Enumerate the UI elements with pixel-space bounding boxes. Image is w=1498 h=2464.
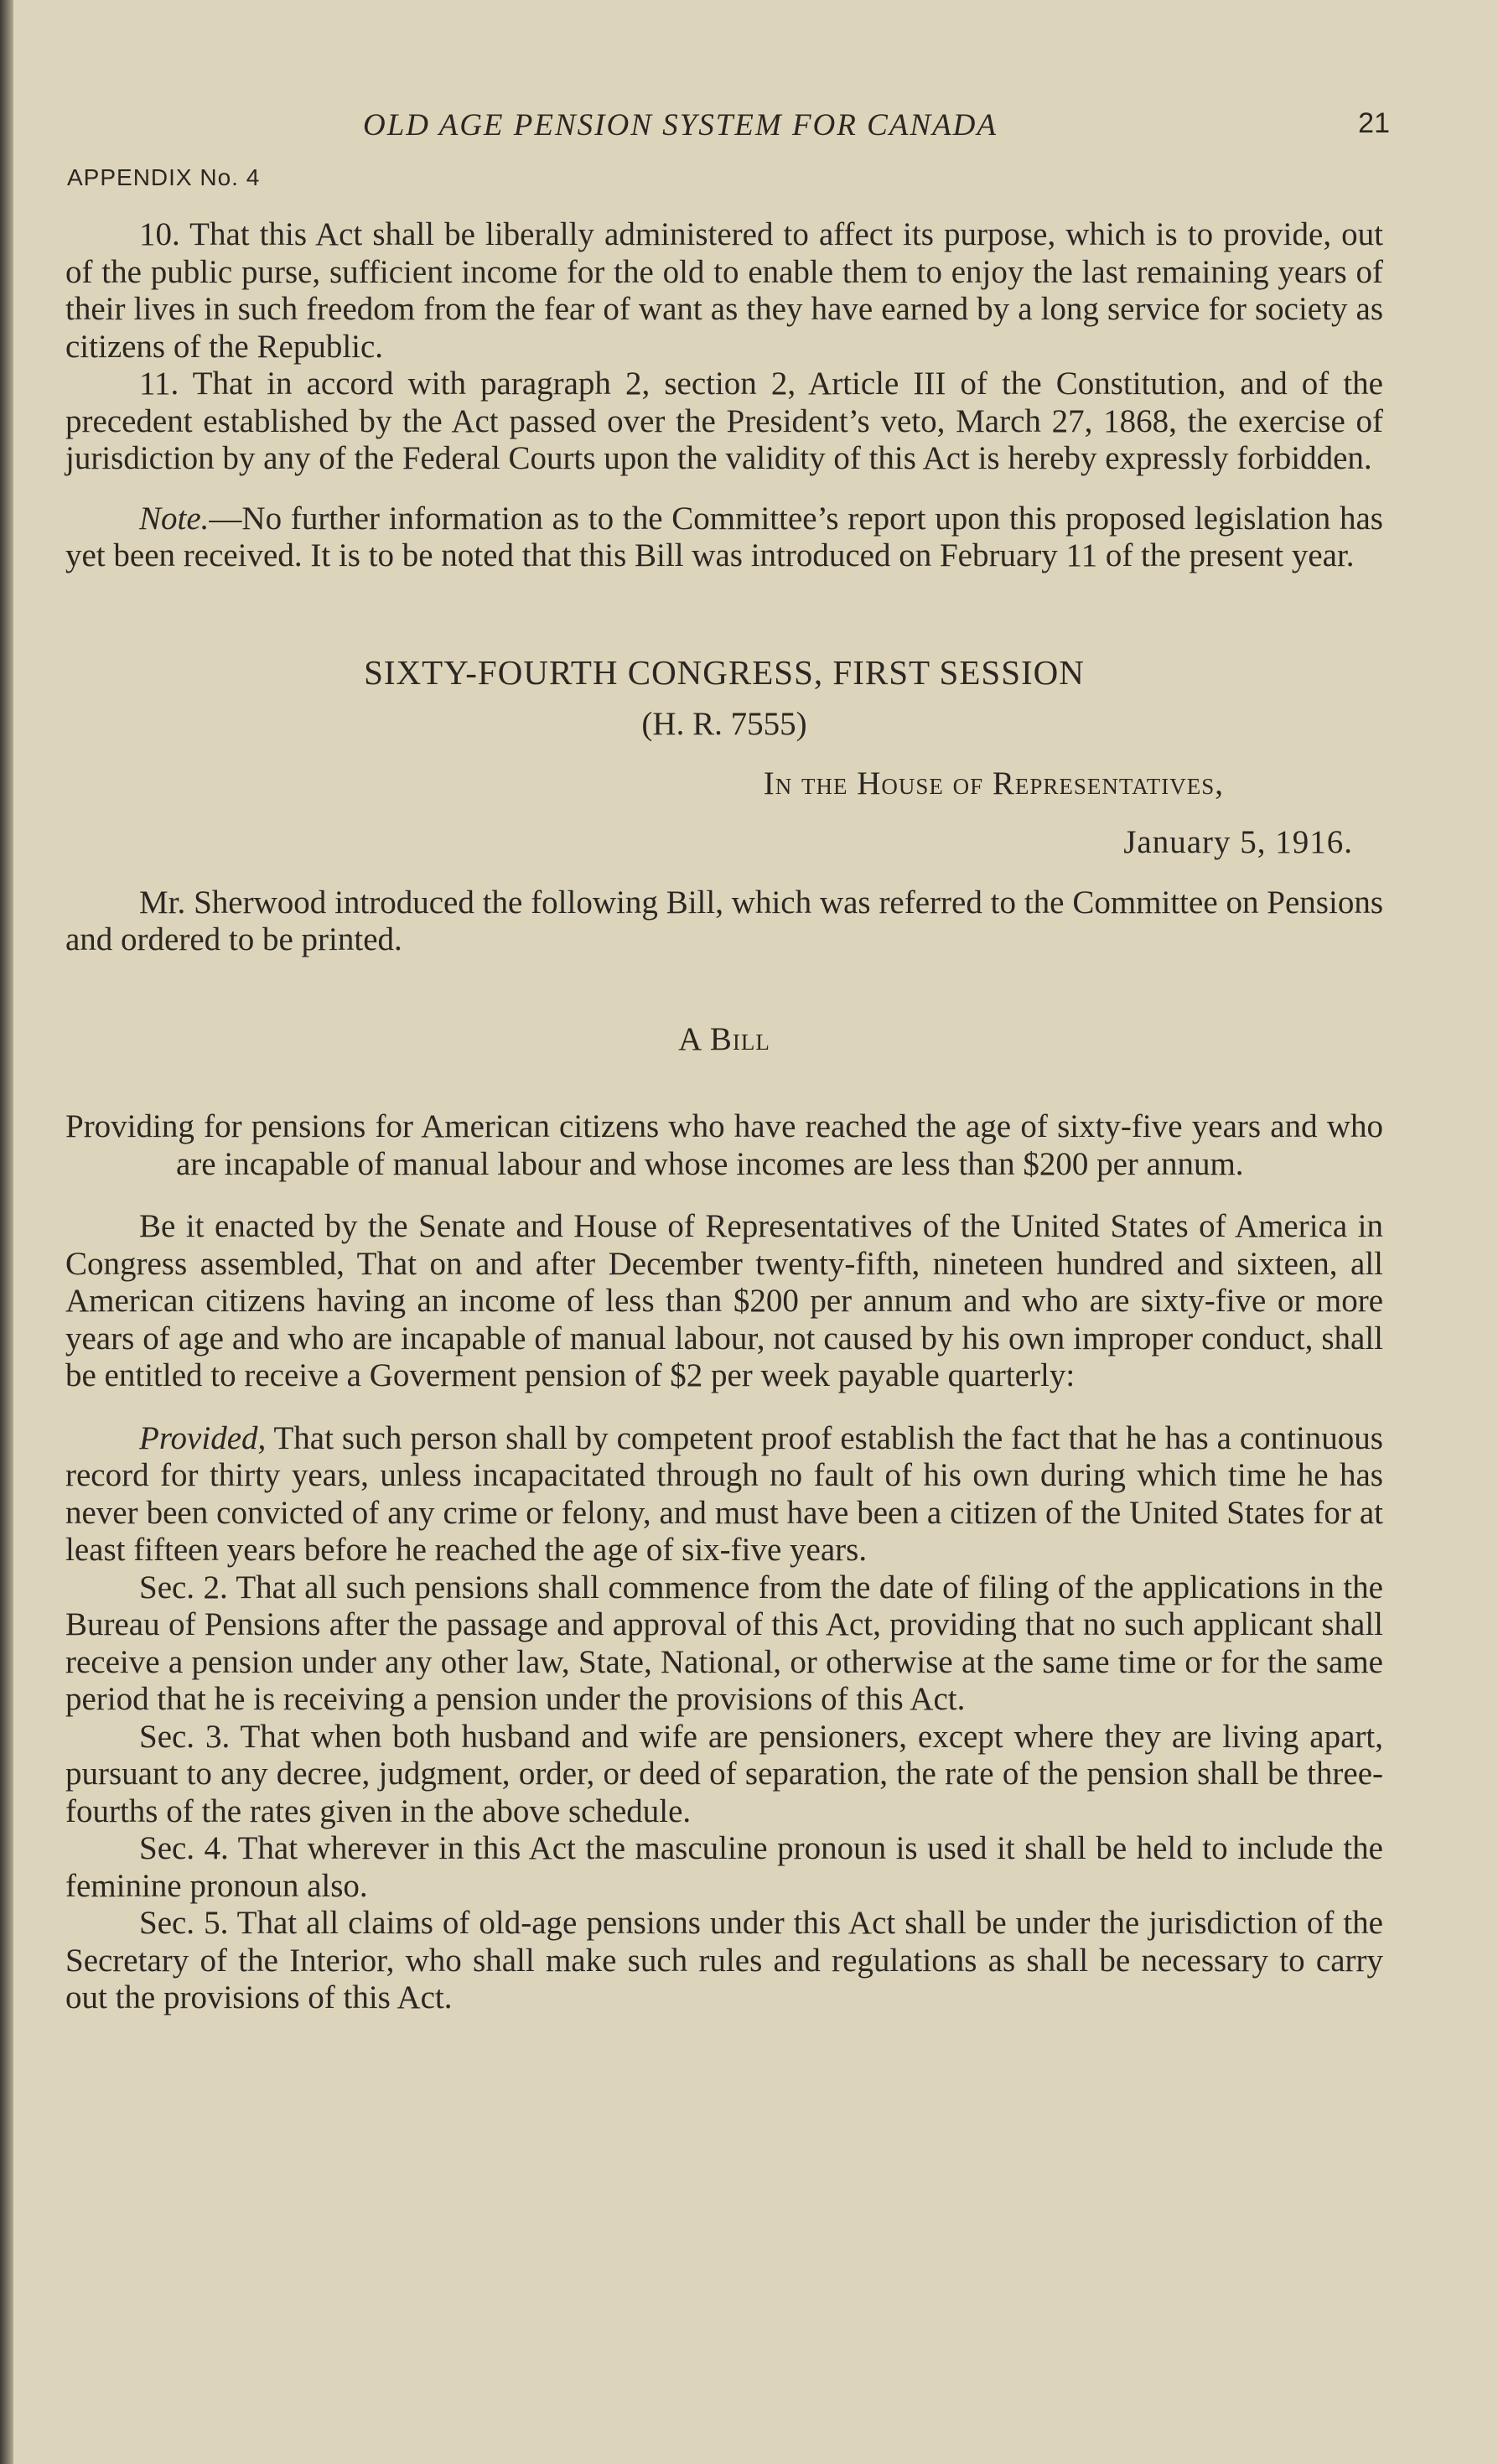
- proviso-paragraph: [65, 1420, 1383, 1569]
- enacting-clause: Be it enacted by the Senate and House of Representatives of the United States of America in Congress assembled, That on and after December twenty-fifth, nineteen hundred and sixteen, all American citizens having an income of less than $200 per annum and who are sixty-five or more years of age and who are incapable of manual labour, not caused by his own improper conduct, shall be entitled to receive a Goverment pension of $2 per week payable quarterly:: [65, 1208, 1383, 1393]
- appendix-label: APPENDIX No. 4: [67, 164, 261, 190]
- introduction-paragraph: Mr. Sherwood introduced the following Bill, which was referred to the Committee on Pensions and ordered to be printed.: [65, 884, 1383, 957]
- session-heading: SIXTY-FOURTH CONGRESS, FIRST SESSION: [364, 652, 1085, 692]
- note-label: Note.: [139, 500, 210, 537]
- bill-number: (H. R. 7555): [641, 706, 807, 742]
- running-head-title: OLD AGE PENSION SYSTEM FOR CANADA: [363, 108, 998, 143]
- bill-heading: A Bill: [678, 1020, 770, 1057]
- proviso-text: That such person shall by competent proof establish the fact that he has a continuous record for thirty years, unless incapacitated through no fault of his own during which time he has never been convicted of any crime or felony, and must have been a citizen of the United States for at least fifteen years before he reached the age of six-five years.: [65, 1419, 1383, 1568]
- paragraph-10: 10. That this Act shall be liberally administered to affect its purpose, which is to provide, out of the public purse, sufficient income for the old to enable them to enjoy the last remaining years of their lives in such freedom from the fear of want as they have earned by a long service for society as citizens of the Republic.: [65, 216, 1383, 365]
- document-page: [65, 0, 1390, 2464]
- section-4: Sec. 4. That wherever in this Act the masculine pronoun is used it shall be held to include the feminine pronoun also.: [65, 1830, 1383, 1904]
- section-5: Sec. 5. That all claims of old-age pensions under this Act shall be under the jurisdiction of the Secretary of the Interior, who shall make such rules and regulations as shall be necessary to carry out the provisions of this Act.: [65, 1905, 1383, 2015]
- running-head: [65, 107, 1390, 149]
- paragraph-11: 11. That in accord with paragraph 2, section 2, Article III of the Constitution, and of the precedent established by the Act passed over the President’s veto, March 27, 1868, the exercise of jurisdiction by any of the Federal Courts upon the validity of this Act is hereby expressly forbidden.: [65, 366, 1383, 476]
- section-2: Sec. 2. That all such pensions shall commence from the date of filing of the applications in the Bureau of Pensions after the passage and approval of this Act, providing that no such applicant shall receive a pension under any other law, State, National, or otherwise at the same time or for the same period that he is receiving a pension under the provisions of this Act.: [65, 1569, 1383, 1717]
- page-number: 21: [1358, 107, 1390, 139]
- note-text: —No further information as to the Committee’s report upon this proposed legislation has yet been received. It is to be noted that this Bill was introduced on February 11 of the present year.: [65, 500, 1383, 573]
- editor-note: [65, 501, 1383, 575]
- proviso-label: Provided,: [139, 1419, 267, 1456]
- house-heading: In the House of Representatives,: [763, 765, 1224, 801]
- page-binding-edge: [0, 0, 13, 2464]
- section-3: Sec. 3. That when both husband and wife are pensioners, except where they are living apart, pursuant to any decree, judgment, order, or deed of separation, the rate of the pension shall be three-fourths of the rates given in the above schedule.: [65, 1718, 1383, 1829]
- bill-purpose: Providing for pensions for American citizens who have reached the age of sixty-five years and who are incapable of manual labour and whose incomes are less than $200 per annum.: [65, 1108, 1383, 1182]
- bill-date: January 5, 1916.: [1123, 824, 1353, 860]
- document-body: [65, 216, 1383, 2017]
